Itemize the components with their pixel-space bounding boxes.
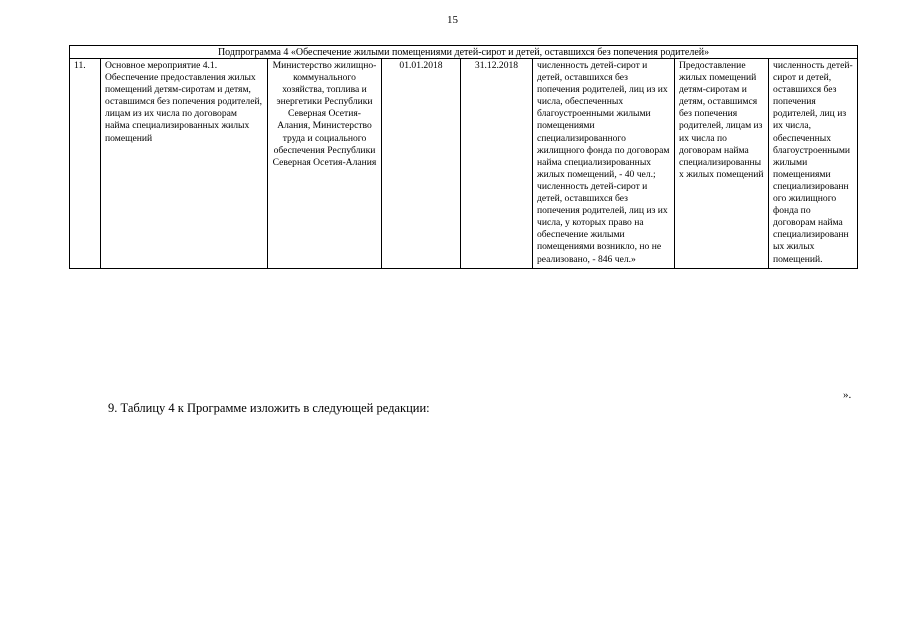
activity-cell: Основное мероприятие 4.1. Обеспечение предоставления жилых помещений детям-сиротам и детям, оставшимся без попечения родителей, лицам из их числа по договорам найма специализированных жилых помещений: [101, 59, 268, 269]
row-number: 11.: [70, 59, 101, 269]
program-table: [69, 45, 858, 269]
instruction-text: 9. Таблицу 4 к Программе изложить в следующей редакции:: [108, 401, 430, 415]
indicator-cell: численность детей-сирот и детей, оставшихся без попечения родителей, лиц из их числа, обеспеченных благоустроенными жилыми помещениями специализированного жилищного фонда по договорам найма специализированных жилых помещений, - 40 чел.; численность детей-сирот и детей, оставшихся без попечения родителей, лиц из их числа, у которых право на обеспечение жилыми помещениями возникло, но не реализовано, - 846 чел.»: [533, 59, 675, 269]
subprogram-title: Подпрограмма 4 «Обеспечение жилыми помещениями детей-сирот и детей, оставшихся без попечения родителей»: [70, 46, 858, 59]
table-row: [70, 59, 858, 269]
closing-quote-mark: ».: [843, 389, 852, 401]
executor-cell: Министерство жилищно-коммунального хозяйства, топлива и энергетики Республики Северная Осетия-Алания, Министерство труда и социального обеспечения Республики Северная Осетия-Алания: [268, 59, 382, 269]
start-date-cell: 01.01.2018: [382, 59, 461, 269]
subprogram-title-row: [70, 46, 858, 59]
result-cell: Предоставление жилых помещений детям-сиротам и детям, оставшимся без попечения родителей, лицам из их числа по договорам найма специализированных жилых помещений: [675, 59, 769, 269]
page-number: 15: [447, 14, 458, 26]
end-date-cell: 31.12.2018: [461, 59, 533, 269]
target-cell: численность детей-сирот и детей, оставшихся без попечения родителей, лиц из их числа, обеспеченных благоустроенными жилыми помещениями специализированного жилищного фонда по договорам найма специализированных жилых помещений.: [769, 59, 858, 269]
